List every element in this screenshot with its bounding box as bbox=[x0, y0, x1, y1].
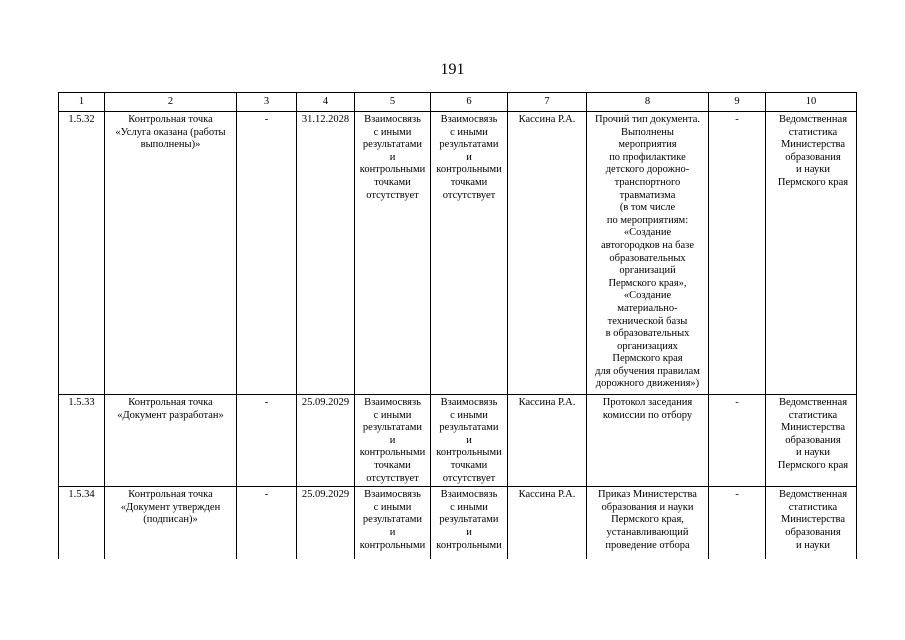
responsible-person: Кассина Р.А. bbox=[508, 487, 587, 560]
information-source: Ведомственная статистика Министерства образования и науки bbox=[766, 487, 857, 560]
col9-value: - bbox=[709, 487, 766, 560]
column-header-4: 4 bbox=[297, 93, 355, 112]
control-point-name: Контрольная точка «Услуга оказана (работы выполнены)» bbox=[105, 112, 237, 395]
col3-value: - bbox=[237, 395, 297, 487]
control-points-table bbox=[58, 92, 857, 559]
table-header bbox=[59, 93, 857, 112]
row-id: 1.5.34 bbox=[59, 487, 105, 560]
relation-cell-5: Взаимосвязь с иными результатами и контрольными bbox=[355, 487, 431, 560]
column-header-8: 8 bbox=[587, 93, 709, 112]
responsible-person: Кассина Р.А. bbox=[508, 395, 587, 487]
control-point-name: Контрольная точка «Документ утвержден (подписан)» bbox=[105, 487, 237, 560]
column-header-1: 1 bbox=[59, 93, 105, 112]
table-row bbox=[59, 395, 857, 487]
table-row bbox=[59, 487, 857, 560]
document-type: Приказ Министерства образования и науки Пермского края, устанавливающий проведение отбора bbox=[587, 487, 709, 560]
column-header-3: 3 bbox=[237, 93, 297, 112]
column-header-10: 10 bbox=[766, 93, 857, 112]
header-row bbox=[59, 93, 857, 112]
col3-value: - bbox=[237, 487, 297, 560]
due-date: 25.09.2029 bbox=[297, 487, 355, 560]
responsible-person: Кассина Р.А. bbox=[508, 112, 587, 395]
relation-cell-6: Взаимосвязь с иными результатами и контрольными точками отсутствует bbox=[431, 395, 508, 487]
column-header-6: 6 bbox=[431, 93, 508, 112]
col9-value: - bbox=[709, 395, 766, 487]
page-number: 191 bbox=[440, 61, 465, 78]
column-header-5: 5 bbox=[355, 93, 431, 112]
relation-cell-5: Взаимосвязь с иными результатами и контрольными точками отсутствует bbox=[355, 112, 431, 395]
information-source: Ведомственная статистика Министерства образования и науки Пермского края bbox=[766, 395, 857, 487]
relation-cell-6: Взаимосвязь с иными результатами и контрольными точками отсутствует bbox=[431, 112, 508, 395]
row-id: 1.5.32 bbox=[59, 112, 105, 395]
due-date: 25.09.2029 bbox=[297, 395, 355, 487]
col3-value: - bbox=[237, 112, 297, 395]
col9-value: - bbox=[709, 112, 766, 395]
control-point-name: Контрольная точка «Документ разработан» bbox=[105, 395, 237, 487]
column-header-7: 7 bbox=[508, 93, 587, 112]
column-header-2: 2 bbox=[105, 93, 237, 112]
document-type: Прочий тип документа. Выполнены мероприятия по профилактике детского дорожно- транспортного травматизма (в том числе по мероприятиям: «Создание автогородков на базе образовательных организаций Пермского края», «Создание материально- технической базы в образовательных организациях Пермского края для обучения правилам дорожного движения») bbox=[587, 112, 709, 395]
relation-cell-5: Взаимосвязь с иными результатами и контрольными точками отсутствует bbox=[355, 395, 431, 487]
table-row bbox=[59, 112, 857, 395]
row-id: 1.5.33 bbox=[59, 395, 105, 487]
information-source: Ведомственная статистика Министерства образования и науки Пермского края bbox=[766, 112, 857, 395]
due-date: 31.12.2028 bbox=[297, 112, 355, 395]
column-header-9: 9 bbox=[709, 93, 766, 112]
relation-cell-6: Взаимосвязь с иными результатами и контрольными bbox=[431, 487, 508, 560]
document-type: Протокол заседания комиссии по отбору bbox=[587, 395, 709, 487]
